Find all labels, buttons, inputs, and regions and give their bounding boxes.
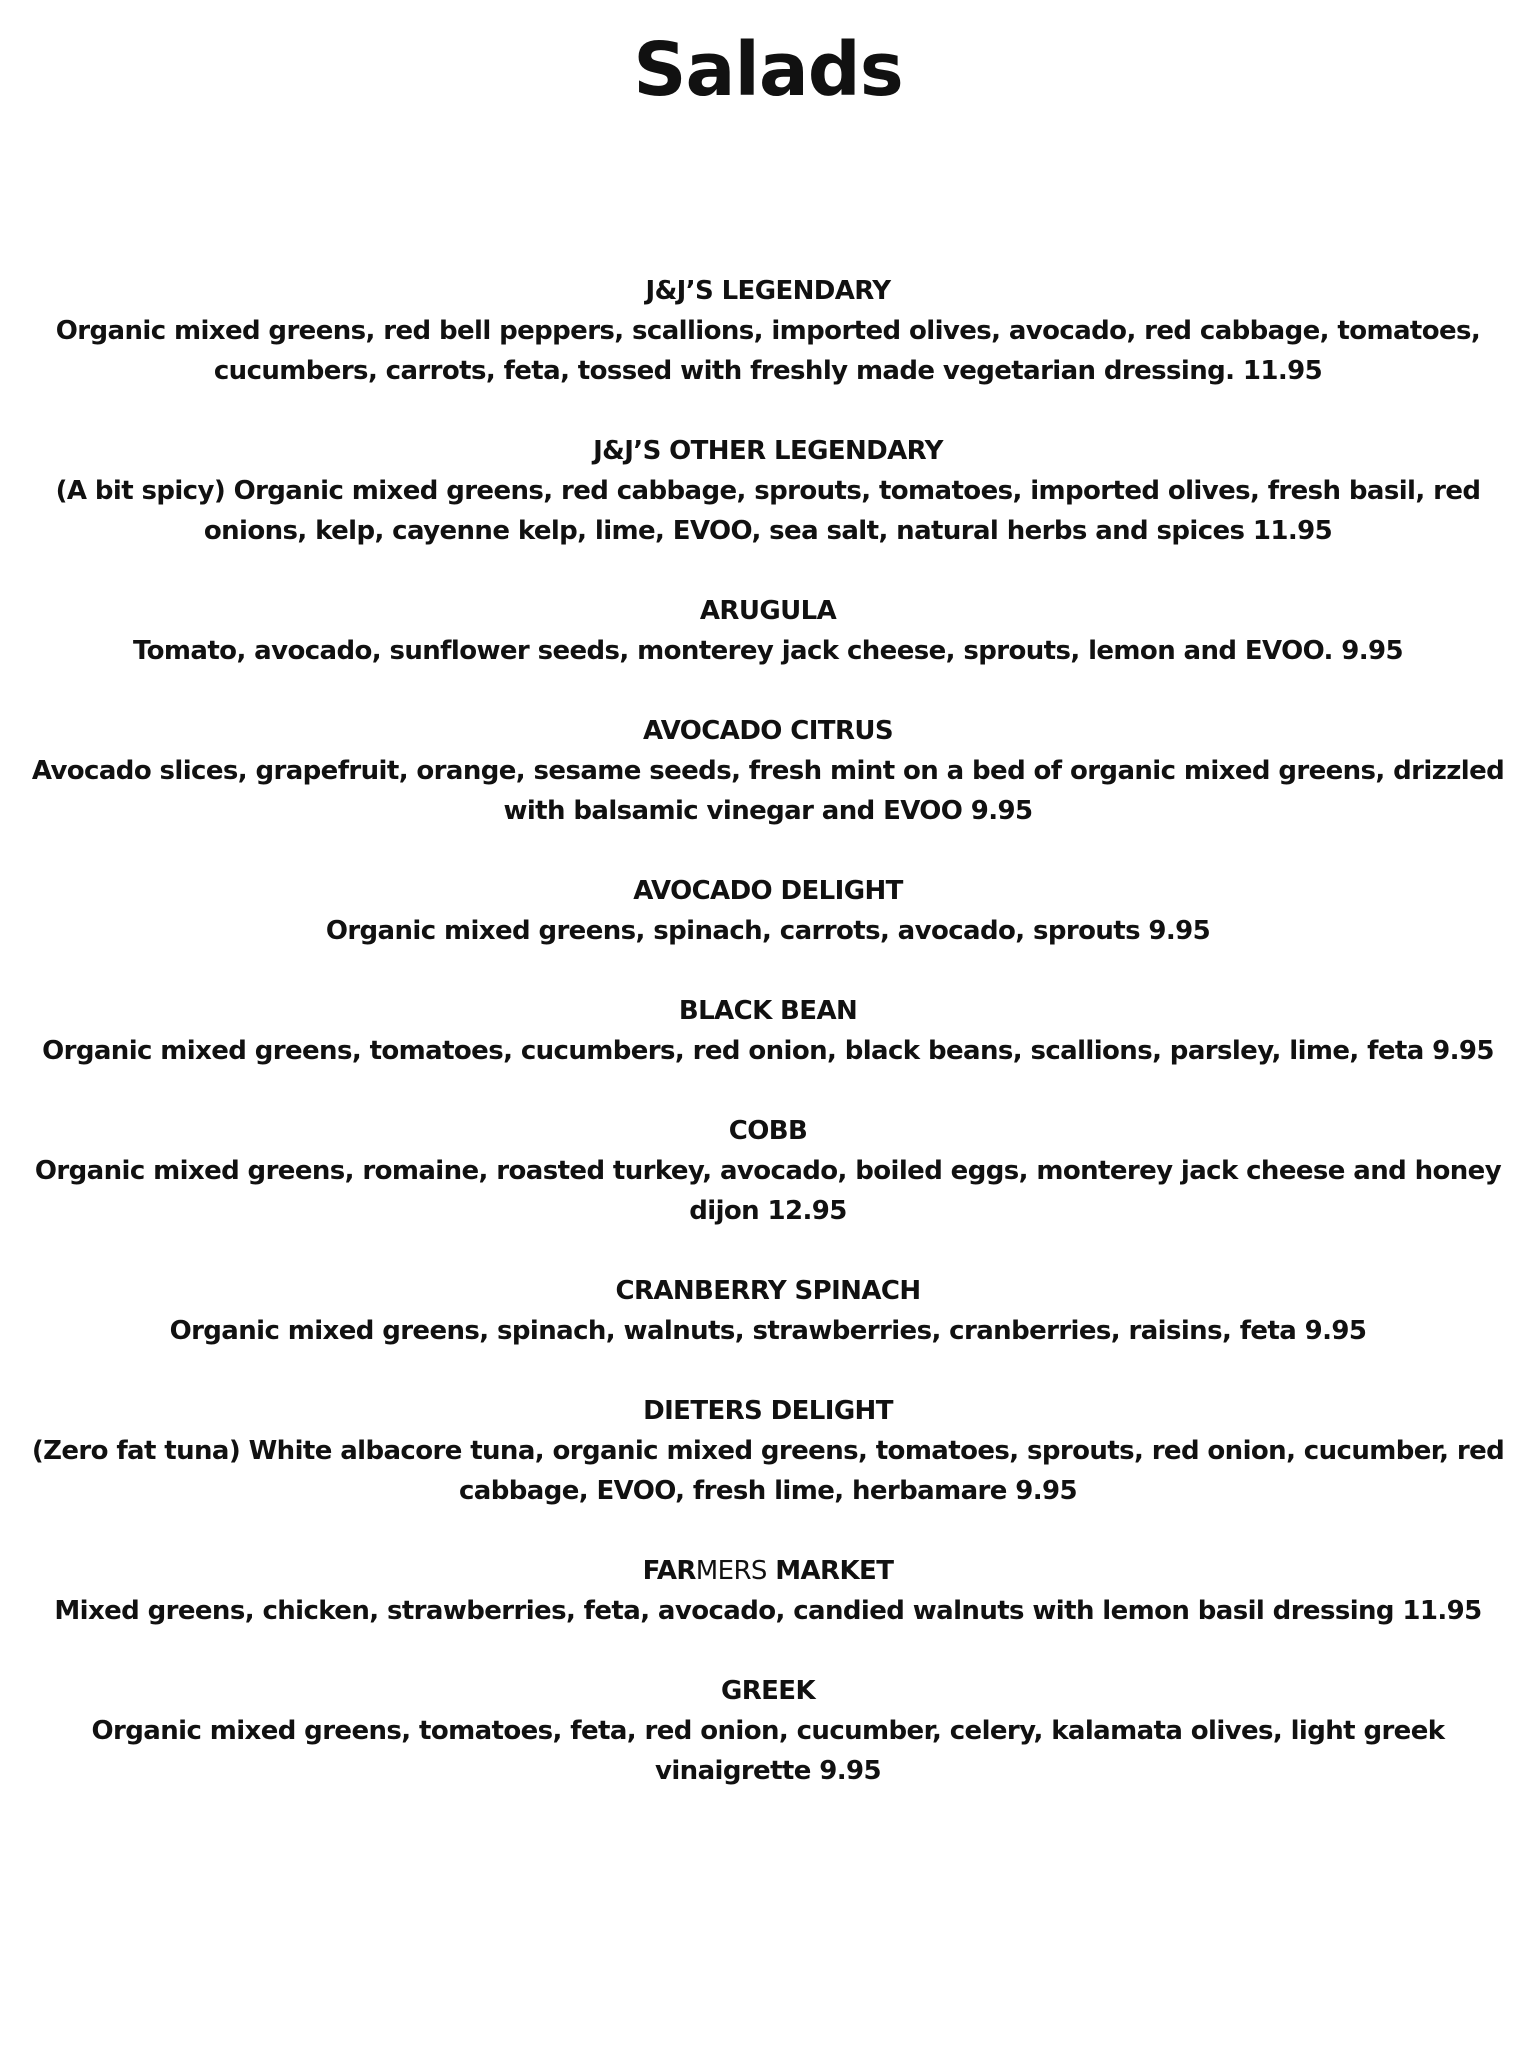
- item-description: Organic mixed greens, red bell peppers, scallions, imported olives, avocado, red cabbage, tomatoes, cucumbers, carrots, feta, tossed with freshly made vegetarian dressing. 11.95: [55, 316, 1481, 386]
- item-name: ARUGULA: [699, 596, 837, 626]
- item-description: Organic mixed greens, romaine, roasted turkey, avocado, boiled eggs, monterey jack cheese and honey dijon 12.95: [34, 1156, 1502, 1226]
- menu-item-avocado-delight: [0, 871, 1536, 951]
- item-name: CRANBERRY SPINACH: [615, 1276, 921, 1306]
- item-name: J&J’S OTHER LEGENDARY: [593, 436, 943, 466]
- item-name-part: MARKET: [766, 1556, 894, 1586]
- item-name: COBB: [728, 1116, 808, 1146]
- item-name: [0, 1551, 1536, 1591]
- menu-item-dieters-delight: [0, 1391, 1536, 1511]
- menu-item-cranberry-spinach: [0, 1271, 1536, 1351]
- item-description: Organic mixed greens, tomatoes, cucumbers, red onion, black beans, scallions, parsley, lime, feta 9.95: [42, 1036, 1494, 1066]
- item-description: Organic mixed greens, tomatoes, feta, red onion, cucumber, celery, kalamata olives, light greek vinaigrette 9.95: [91, 1716, 1445, 1786]
- menu-item-cobb: [0, 1111, 1536, 1231]
- item-description: Organic mixed greens, spinach, walnuts, strawberries, cranberries, raisins, feta 9.95: [169, 1316, 1367, 1346]
- item-description: Avocado slices, grapefruit, orange, sesame seeds, fresh mint on a bed of organic mixed greens, drizzled with balsamic vinegar and EVOO 9.95: [31, 756, 1505, 826]
- item-name-part: FAR: [642, 1556, 696, 1586]
- item-name: BLACK BEAN: [678, 996, 858, 1026]
- page-title: Salads: [633, 27, 903, 113]
- item-description: Tomato, avocado, sunflower seeds, monterey jack cheese, sprouts, lemon and EVOO. 9.95: [132, 636, 1404, 666]
- menu-item-jj-legendary: [0, 271, 1536, 391]
- item-description: Organic mixed greens, spinach, carrots, avocado, sprouts 9.95: [325, 916, 1211, 946]
- item-name: AVOCADO DELIGHT: [633, 876, 903, 906]
- menu-item-avocado-citrus: [0, 711, 1536, 831]
- item-name: GREEK: [720, 1676, 816, 1706]
- item-name: AVOCADO CITRUS: [642, 716, 893, 746]
- item-name: DIETERS DELIGHT: [643, 1396, 893, 1426]
- item-name-part-light: MERS: [695, 1556, 767, 1586]
- menu-item-black-bean: [0, 991, 1536, 1071]
- item-description: (A bit spicy) Organic mixed greens, red cabbage, sprouts, tomatoes, imported olives, fresh basil, red onions, kelp, cayenne kelp, lime, EVOO, sea salt, natural herbs and spices 11.95: [55, 476, 1481, 546]
- menu-item-arugula: [0, 591, 1536, 671]
- item-description: (Zero fat tuna) White albacore tuna, organic mixed greens, tomatoes, sprouts, red onion, cucumber, red cabbage, EVOO, fresh lime, herbamare 9.95: [31, 1436, 1505, 1506]
- menu-item-farmers-market: [0, 1551, 1536, 1631]
- item-description: Mixed greens, chicken, strawberries, feta, avocado, candied walnuts with lemon basil dressing 11.95: [54, 1596, 1482, 1626]
- menu-item-greek: [0, 1671, 1536, 1791]
- salad-menu-list: [0, 271, 1536, 1831]
- menu-item-jj-other-legendary: [0, 431, 1536, 551]
- item-name: J&J’S LEGENDARY: [645, 276, 891, 306]
